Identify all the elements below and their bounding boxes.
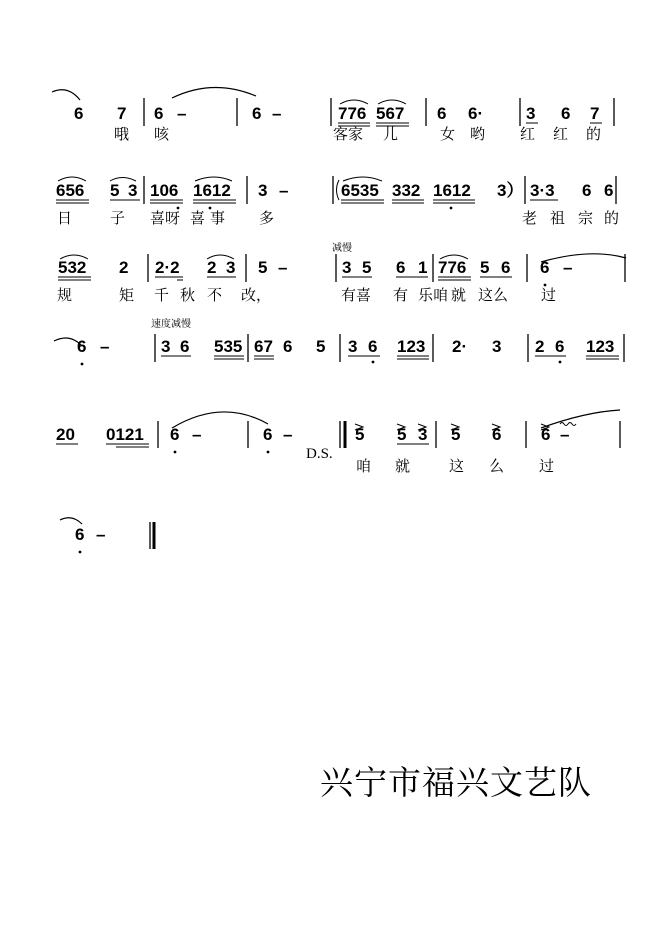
octave-dot	[81, 363, 84, 366]
note: 7	[117, 104, 127, 123]
lyric: 女	[440, 125, 456, 143]
note: 5	[258, 258, 268, 277]
octave-dot	[79, 551, 82, 554]
note: 2·2	[155, 258, 180, 277]
slur	[52, 90, 80, 100]
note: 20	[56, 425, 75, 444]
note: 6	[540, 258, 550, 277]
lyric: 秋	[180, 286, 196, 304]
note: 3	[226, 258, 236, 277]
lyric: 咱	[356, 457, 372, 475]
note: 532	[58, 258, 87, 277]
note: 106	[150, 181, 179, 200]
note: 6	[263, 425, 273, 444]
tempo-mark: 减慢	[332, 243, 352, 254]
lyric: 有喜	[341, 286, 372, 304]
score-row-2	[56, 176, 619, 227]
octave-dot	[372, 361, 375, 364]
dash: –	[177, 104, 187, 123]
slur	[60, 518, 82, 524]
note: 5	[316, 337, 326, 356]
dash: –	[192, 425, 202, 444]
note: 6	[170, 425, 180, 444]
note: 6	[283, 337, 293, 356]
note: 5	[355, 425, 365, 444]
lyric: 多	[259, 209, 275, 227]
dash: –	[278, 258, 288, 277]
note: 3	[128, 181, 138, 200]
score-row-4	[54, 317, 624, 365]
note: 3	[526, 104, 536, 123]
note: 2·	[452, 337, 468, 356]
note: 3	[342, 258, 352, 277]
score-row-1	[52, 87, 614, 143]
bracket-open	[337, 180, 340, 200]
lyric: 喜呀	[150, 209, 181, 227]
lyric: 有	[393, 286, 409, 304]
score-row-6	[60, 518, 154, 554]
note: 7	[590, 104, 600, 123]
lyric: 这么	[478, 286, 509, 304]
note: 332	[392, 181, 421, 200]
note: 5	[110, 181, 120, 200]
note: 3	[418, 425, 428, 444]
lyric: 宗	[578, 209, 594, 227]
lyric: 的	[586, 125, 602, 143]
lyric: 过	[539, 457, 555, 475]
tie	[172, 87, 256, 98]
note: 6	[75, 525, 85, 544]
dash: –	[563, 258, 573, 277]
octave-dot	[450, 207, 453, 210]
lyric: 千	[154, 286, 170, 304]
footer-credit: 兴宁市福兴文艺队	[320, 763, 592, 802]
note: 2	[535, 337, 545, 356]
dash: –	[96, 525, 106, 544]
lyric: 祖	[550, 209, 566, 227]
octave-dot	[267, 451, 270, 454]
lyric: 改，	[241, 286, 272, 304]
lyric: 哦	[114, 125, 130, 143]
octave-dot	[559, 361, 562, 364]
note: 6	[582, 181, 592, 200]
lyric: 客家	[333, 125, 364, 143]
lyric: 喜	[190, 209, 206, 227]
note: 6	[501, 258, 511, 277]
note: 6	[154, 104, 164, 123]
note: 6	[396, 258, 406, 277]
tie	[172, 412, 268, 428]
lyric: 规	[57, 286, 73, 304]
dash: –	[283, 425, 293, 444]
note: 5	[480, 258, 490, 277]
note: 6	[492, 425, 502, 444]
note: 123	[397, 337, 426, 356]
lyric: 日	[57, 209, 73, 227]
octave-dot	[174, 451, 177, 454]
dash: –	[279, 181, 289, 200]
note: 6	[180, 337, 190, 356]
note: 6	[541, 425, 551, 444]
note: 123	[586, 337, 615, 356]
dash: –	[560, 425, 570, 444]
slur	[541, 410, 620, 428]
note: 6	[368, 337, 378, 356]
note: 3	[161, 337, 171, 356]
note: 1612	[193, 181, 231, 200]
dash: –	[100, 337, 110, 356]
lyric: 这	[449, 457, 465, 475]
note: 3·3	[530, 181, 555, 200]
lyric: 咳	[154, 125, 170, 143]
note: 0121	[106, 425, 144, 444]
ds-mark: D.S.	[306, 446, 333, 462]
tempo-mark: 速度减慢	[151, 319, 191, 330]
note: 5	[397, 425, 407, 444]
note: 67	[254, 337, 273, 356]
note: 535	[214, 337, 243, 356]
lyric: 乐咱	[418, 286, 449, 304]
score-row-5	[56, 410, 620, 475]
slur	[541, 254, 626, 262]
note: 656	[56, 181, 85, 200]
note: 6	[604, 181, 614, 200]
lyric: 红	[520, 125, 536, 143]
note: 6	[561, 104, 571, 123]
note: 2	[207, 258, 217, 277]
note: 5	[362, 258, 372, 277]
note: 6	[77, 337, 87, 356]
score-row-3	[57, 241, 626, 304]
lyric: 子	[110, 209, 126, 227]
note: 6	[437, 104, 447, 123]
dash: –	[272, 104, 282, 123]
lyric: 就	[451, 286, 467, 304]
note: 3）	[497, 181, 524, 200]
lyric: 儿	[383, 125, 399, 143]
lyric: 不	[207, 286, 223, 304]
lyric: 过	[541, 286, 557, 304]
note: 6535	[341, 181, 379, 200]
note: 3	[258, 181, 268, 200]
note: 5	[451, 425, 461, 444]
lyric: 老	[522, 209, 538, 227]
lyric: 就	[395, 457, 411, 475]
note: 6	[252, 104, 262, 123]
lyric: 哟	[470, 125, 486, 143]
note: 3	[492, 337, 502, 356]
note: 6	[74, 104, 84, 123]
note: 2	[119, 258, 129, 277]
lyric: 矩	[119, 286, 135, 304]
note: 1	[418, 258, 428, 277]
lyric: 么	[489, 457, 505, 475]
note: 6	[555, 337, 565, 356]
note: 776	[338, 104, 367, 123]
note: 567	[376, 104, 405, 123]
note: 776	[438, 258, 467, 277]
note: 6·	[468, 104, 484, 123]
lyric: 事	[210, 209, 226, 227]
note: 3	[348, 337, 358, 356]
note: 1612	[433, 181, 471, 200]
lyric: 红	[553, 125, 569, 143]
lyric: 的	[604, 209, 620, 227]
